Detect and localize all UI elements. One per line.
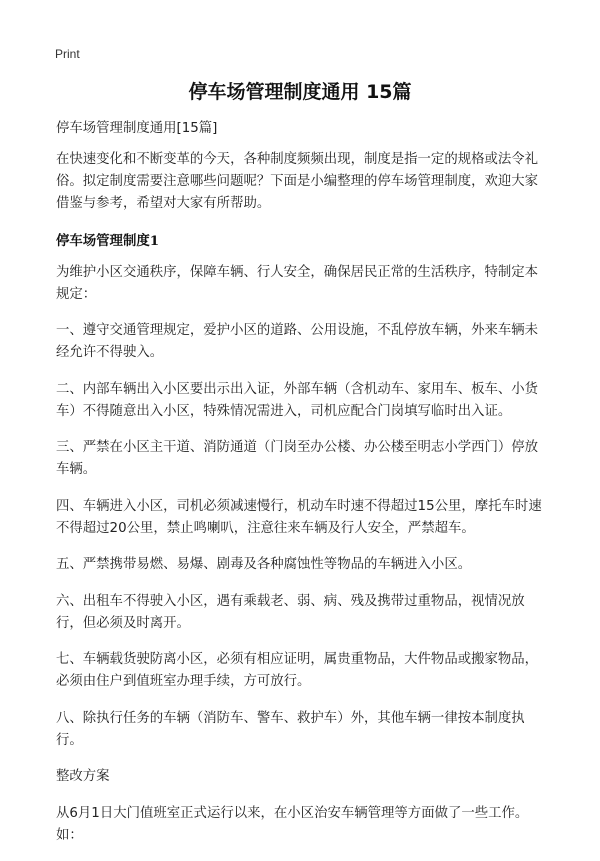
intro-paragraph: 在快速变化和不断变革的今天，各种制度频频出现，制度是指一定的规格或法令礼俗。拟定制度需要注意哪些问题呢？下面是小编整理的停车场管理制度，欢迎大家借鉴与参考，希望对大家有所帮助。 — [56, 152, 539, 211]
rule-paragraph-6: 六、出租车不得驶入小区，遇有乘载老、弱、病、残及携带过重物品，视情况放行，但必须及时离开。 — [56, 593, 525, 631]
rule-paragraph-4: 四、车辆进入小区，司机必须减速慢行，机动车时速不得超过15公里，摩托车时速不得超过20公里，禁止鸣喇叭，注意往来车辆及行人安全，严禁超车。 — [56, 498, 542, 536]
page-title: 停车场管理制度通用 15篇 — [188, 81, 412, 103]
rule-paragraph-3: 三、严禁在小区主干道、消防通道（门岗至办公楼、办公楼至明志小学西门）停放车辆。 — [56, 440, 539, 477]
document-body — [56, 118, 550, 861]
rule-paragraph-2: 二、内部车辆出入小区要出示出入证，外部车辆（含机动车、家用车、板车、小货车）不得随意出入小区，特殊情况需进入，司机应配合门岗填写临时出入证。 — [56, 381, 539, 419]
rule-paragraph-5: 五、严禁携带易燃、易爆、剧毒及各种腐蚀性等物品的车辆进入小区。 — [56, 557, 472, 572]
rule-paragraph-1: 一、遵守交通管理规定，爱护小区的道路、公用设施，不乱停放车辆，外来车辆未经允许不得驶入。 — [56, 323, 539, 360]
rectification-paragraph: 从6月1日大门值班室正式运行以来，在小区治安车辆管理等方面做了一些工作。如： — [56, 805, 529, 843]
section-heading: 停车场管理制度1 — [56, 232, 160, 249]
rectification-heading: 整改方案 — [56, 769, 110, 784]
document-subtitle: 停车场管理制度通用[15篇] — [56, 121, 218, 136]
rule-paragraph-8: 八、除执行任务的车辆（消防车、警车、救护车）外，其他车辆一律按本制度执行。 — [56, 710, 525, 748]
rule-paragraph-7: 七、车辆载货驶防离小区，必须有相应证明，属贵重物品，大件物品或搬家物品，必须由住户到值班室办理手续，方可放行。 — [56, 652, 539, 689]
section-intro-paragraph: 为维护小区交通秩序，保障车辆、行人安全，确保居民正常的生活秩序，特制定本规定： — [56, 264, 539, 302]
print-label: Print — [55, 47, 80, 61]
